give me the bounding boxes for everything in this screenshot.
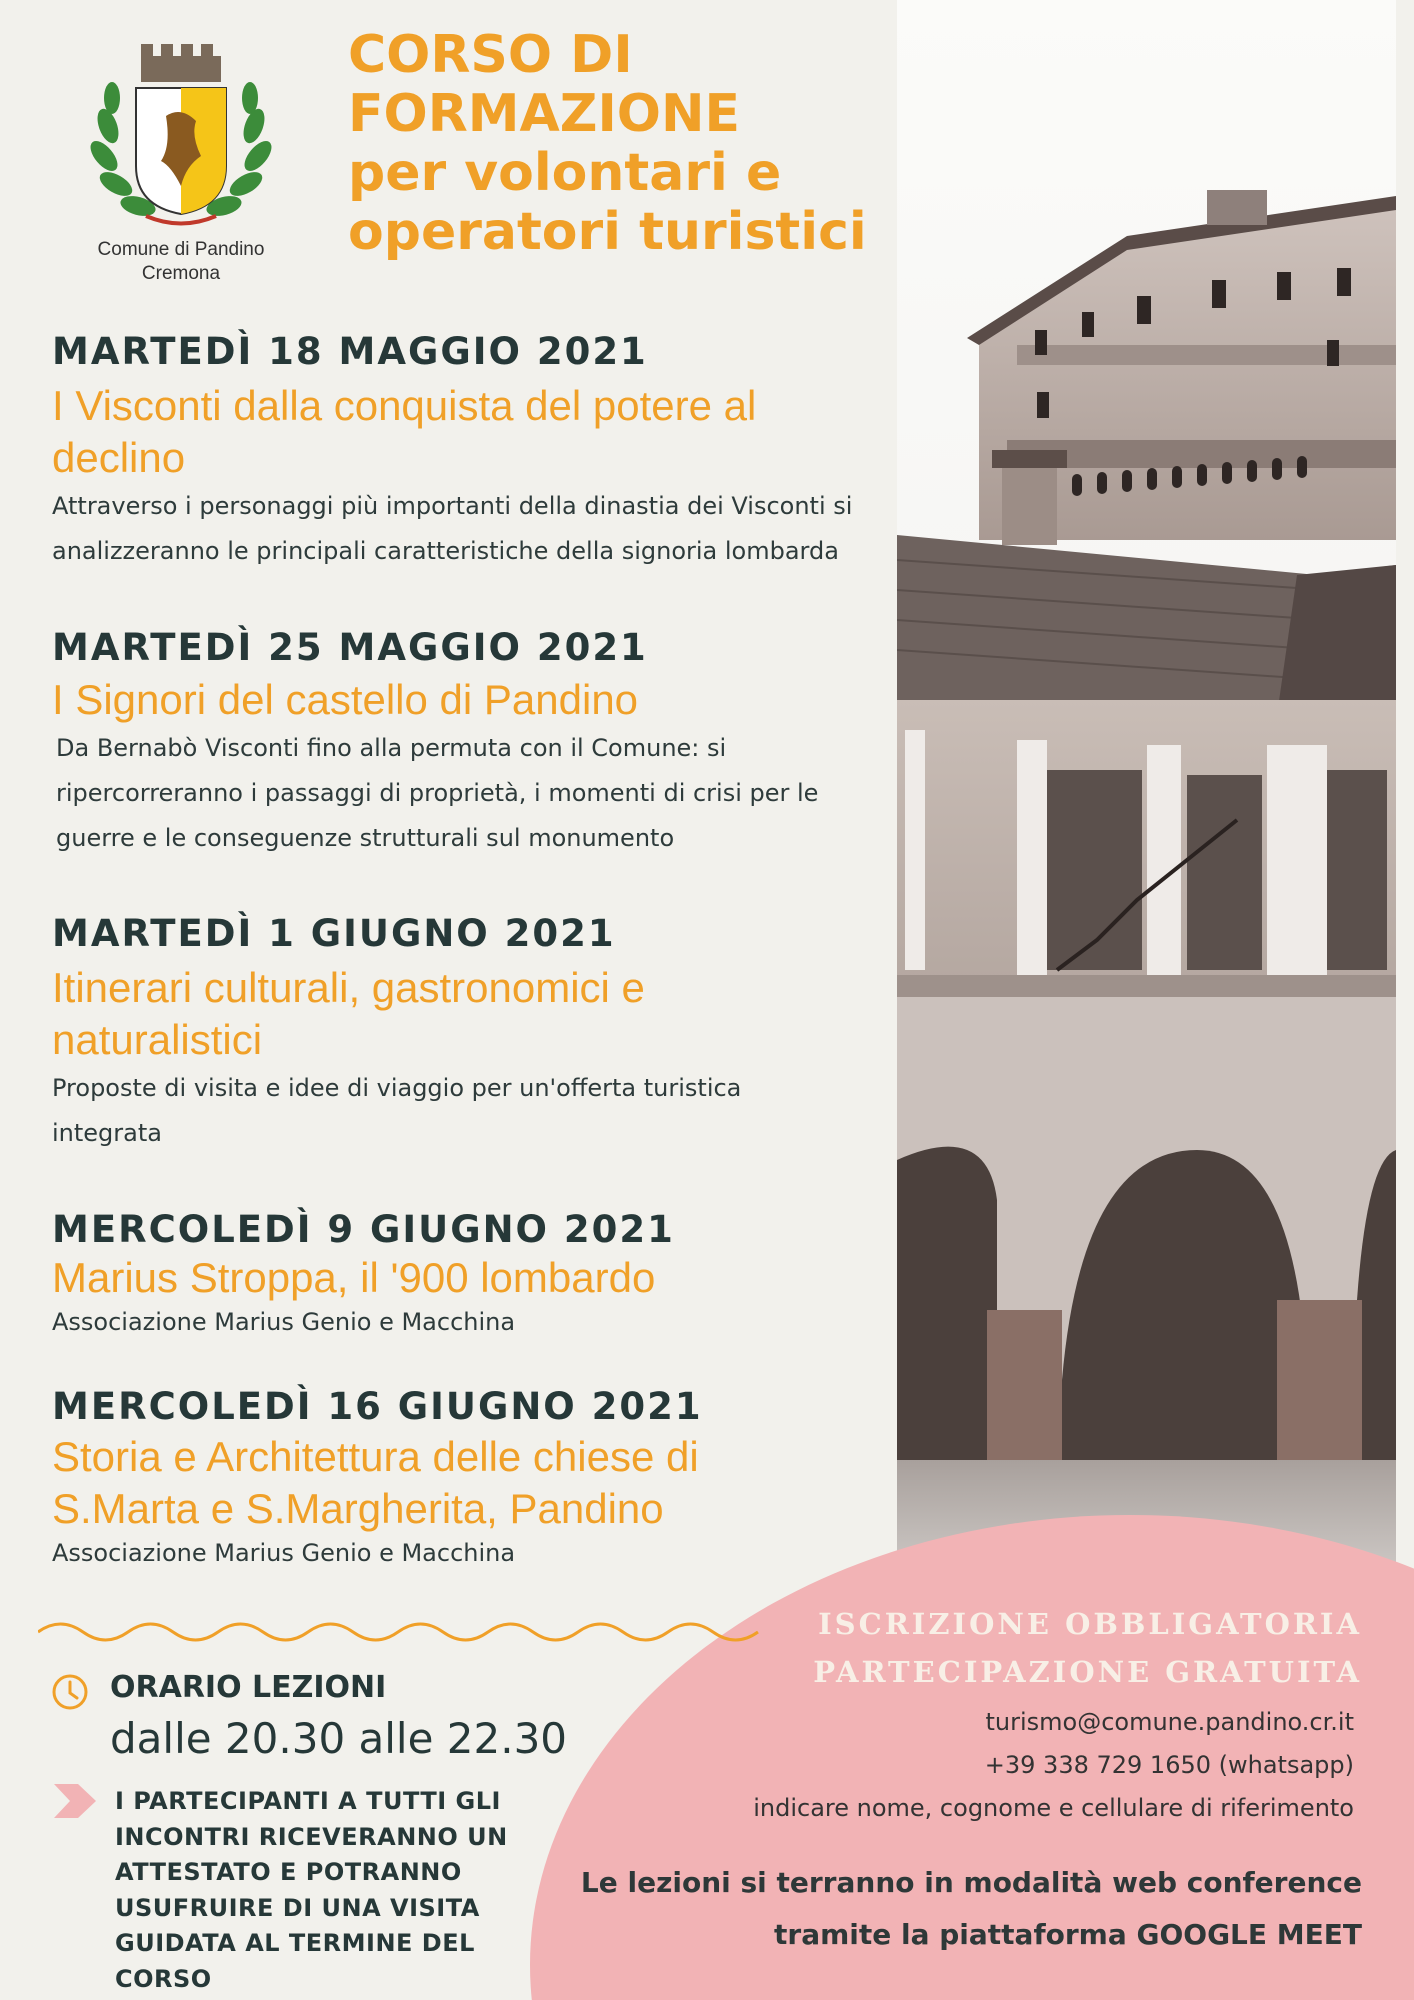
certificate-line: I PARTECIPANTI A TUTTI GLI [115, 1787, 501, 1815]
event-1 [52, 330, 872, 574]
free-participation: PARTECIPAZIONE GRATUITA [813, 1655, 1362, 1689]
clock-icon [50, 1672, 90, 1712]
event-title [52, 674, 872, 726]
event-2 [52, 626, 872, 861]
event-4 [52, 1208, 872, 1340]
event-desc-line: Associazione Marius Genio e Macchina [52, 1308, 516, 1336]
event-5 [52, 1385, 872, 1571]
title-line-3: per volontari e [348, 143, 782, 203]
title-line-4: operatori turistici [348, 202, 867, 262]
event-description [52, 1535, 872, 1571]
event-title-line: I Visconti dalla conquista del potere al [52, 382, 757, 429]
registration-note: indicare nome, cognome e cellulare di riferimento [753, 1794, 1354, 1822]
schedule-time: dalle 20.30 alle 22.30 [110, 1714, 568, 1763]
certificate-line: GUIDATA AL TERMINE DEL CORSO [115, 1929, 475, 1993]
certificate-line: INCONTRI RICEVERANNO UN [115, 1822, 508, 1851]
google-meet-note: tramite la piattaforma GOOGLE MEET [774, 1918, 1362, 1951]
event-description [52, 484, 872, 574]
event-date: MARTEDÌ 18 MAGGIO 2021 [52, 330, 648, 373]
event-title-line: naturalistici [52, 1016, 263, 1063]
certificate-line: USUFRUIRE DI UNA VISITA [115, 1893, 480, 1922]
certificate-line: ATTESTATO E POTRANNO [115, 1858, 462, 1886]
event-title [52, 1252, 872, 1304]
event-date: MERCOLEDÌ 9 GIUGNO 2021 [52, 1208, 675, 1251]
event-title [52, 1431, 872, 1535]
castle-illustration [897, 0, 1396, 1600]
contact-phone[interactable]: +39 338 729 1650 (whatsapp) [984, 1751, 1354, 1779]
event-title-line: Itinerari culturali, gastronomici e [52, 964, 645, 1011]
event-title-line: Storia e Architettura delle chiese di [52, 1433, 699, 1480]
event-desc-line: Associazione Marius Genio e Macchina [52, 1539, 516, 1567]
logo-line-1: Comune di Pandino [97, 239, 265, 260]
event-description [52, 1066, 872, 1156]
wave-divider [38, 1612, 763, 1652]
event-title-line: declino [52, 434, 186, 481]
event-desc-line: ripercorreranno i passaggi di proprietà, i momenti di crisi per le [56, 779, 819, 807]
municipality-name [70, 238, 292, 286]
registration-required: ISCRIZIONE OBBLIGATORIA [818, 1607, 1362, 1641]
web-conference-note: Le lezioni si terranno in modalità web conference [580, 1866, 1362, 1899]
chevron-right-icon [54, 1784, 96, 1818]
event-3 [52, 912, 872, 1156]
event-date: MERCOLEDÌ 16 GIUGNO 2021 [52, 1385, 703, 1428]
event-desc-line: Da Bernabò Visconti fino alla permuta con il Comune: si [56, 734, 727, 762]
event-title-line: I Signori del castello di Pandino [52, 676, 639, 723]
schedule-label: ORARIO LEZIONI [110, 1670, 387, 1705]
logo-line-2: Cremona [141, 263, 221, 284]
castle-photo [897, 0, 1396, 1600]
event-desc-line: integrata [52, 1119, 162, 1147]
contact-email[interactable]: turismo@comune.pandino.cr.it [985, 1708, 1354, 1736]
event-description [52, 1304, 872, 1340]
event-desc-line: analizzeranno le principali caratteristiche della signoria lombarda [52, 537, 839, 565]
event-date: MARTEDÌ 25 MAGGIO 2021 [52, 626, 648, 669]
event-title-line: Marius Stroppa, il '900 lombardo [52, 1254, 656, 1301]
page-title [348, 26, 888, 262]
event-desc-line: guerre e le conseguenze strutturali sul monumento [56, 824, 675, 852]
event-desc-line: Attraverso i personaggi più importanti della dinastia dei Visconti si [52, 492, 853, 520]
title-line-2: FORMAZIONE [348, 84, 741, 144]
event-desc-line: Proposte di visita e idee di viaggio per un'offerta turistica [52, 1074, 742, 1102]
event-title-line: S.Marta e S.Margherita, Pandino [52, 1485, 664, 1532]
event-title [52, 962, 872, 1066]
title-line-1: CORSO DI [348, 25, 633, 85]
certificate-notice [115, 1784, 575, 1997]
coat-of-arms [86, 36, 276, 236]
event-description [52, 726, 872, 861]
event-title [52, 380, 872, 484]
event-date: MARTEDÌ 1 GIUGNO 2021 [52, 912, 616, 955]
